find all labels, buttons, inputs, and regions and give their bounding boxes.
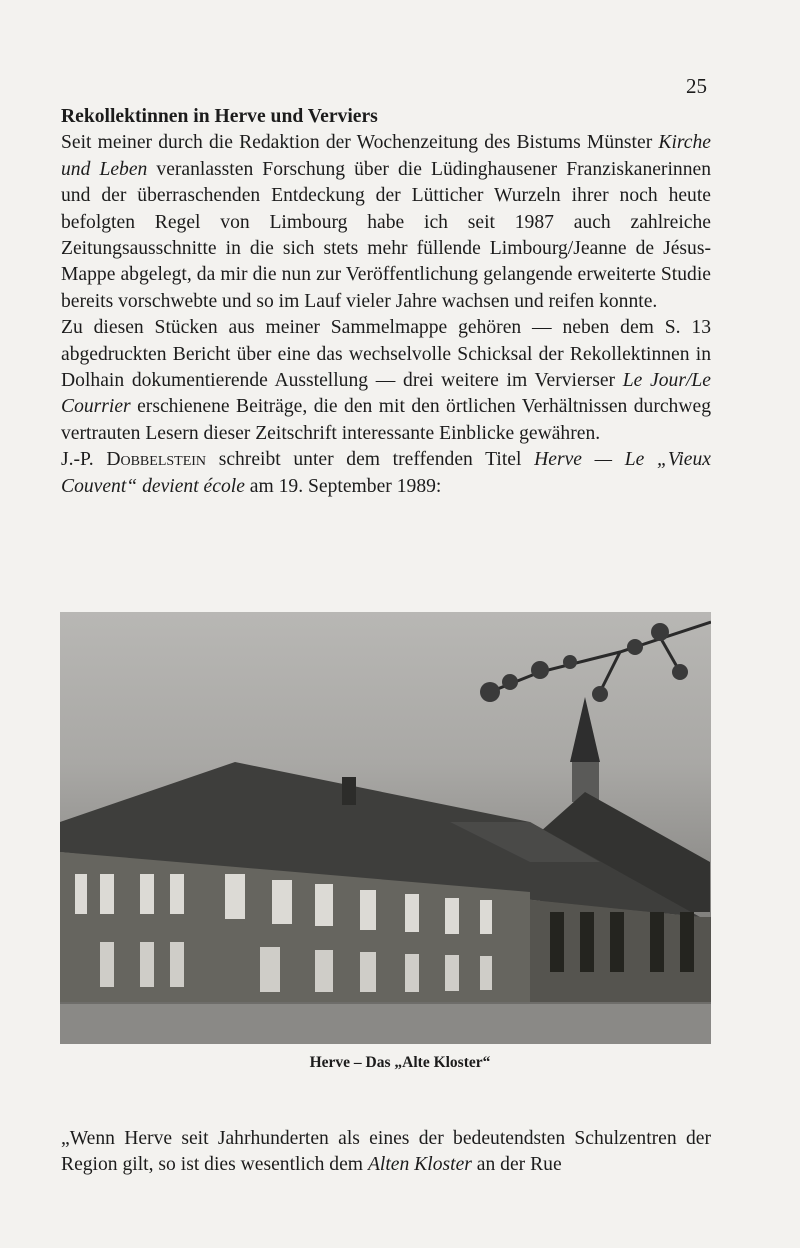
section-heading: Rekollektinnen in Herve und Verviers [61, 106, 378, 127]
page-number: 25 [686, 74, 707, 98]
paragraph-4: „Wenn Herve seit Jahrhunderten als eines der bedeutendsten Schulzentren der Region gilt, so ist dies wesentlich dem Alten Kloster an der Rue [61, 1128, 711, 1176]
photo-caption: Herve – Das „Alte Kloster“ [309, 1054, 491, 1071]
paragraph-1: Seit meiner durch die Redaktion der Wochenzeitung des Bistums Münster Kirche und Leben veranlassten Forschung über die Lüdinghausener Franziskanerinnen und der überraschenden Entdeckung der Lütticher Wurzeln ihrer noch heute befolgten Regel von Limbourg habe ich seit 1987 auch zahlreiche Zeitungsausschnitte in die sich stets mehr füllende Limbourg/Jeanne de Jésus-Mappe abgelegt, da mir die nun zur Veröffentlichung gelangende erweiterte Studie bereits vorschwebte und so im Lauf vieler Jahre wachsen und reifen konnte. [61, 132, 711, 312]
convent-photo [60, 612, 711, 1044]
paragraph-2: Zu diesen Stücken aus meiner Sammelmappe gehören — neben dem S. 13 abgedruckten Bericht über eine das wechselvolle Schicksal der Rekollektinnen in Dolhain dokumentierende Ausstellung — drei weitere im Vervierser Le Jour/Le Courrier erschienene Beiträge, die den mit den örtlichen Verhältnissen durchweg vertrauten Lesern dieser Zeitschrift interessante Einblicke gewähren. [61, 317, 711, 444]
main-text-block [61, 104, 711, 500]
quote-paragraph [61, 1126, 711, 1179]
paragraph-3: J.-P. Dobbelstein schreibt unter dem treffenden Titel Herve — Le „Vieux Couvent“ devient école am 19. September 1989: [61, 449, 711, 497]
